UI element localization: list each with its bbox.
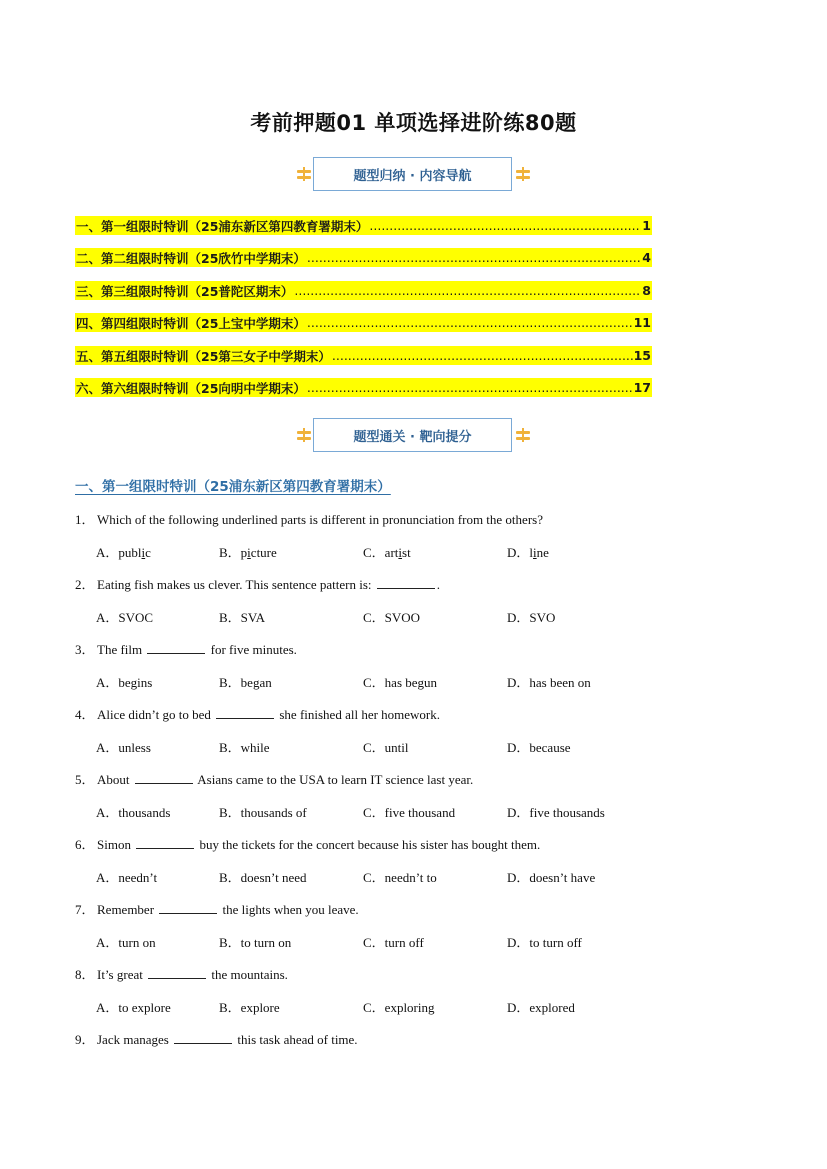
option-d[interactable]: D．to turn off: [507, 935, 582, 950]
toc-entry-page: 11: [633, 315, 651, 330]
answer-blank: [174, 1032, 232, 1044]
toc-leader-dots: [369, 218, 641, 233]
answer-blank: [147, 642, 205, 654]
question-number: 9．: [75, 1032, 95, 1047]
question-number: 1．: [75, 512, 95, 527]
option-d[interactable]: D．because: [507, 740, 571, 755]
question-text-tail: .: [436, 577, 440, 592]
toc-entry-page: 15: [633, 348, 651, 363]
banner-left-decoration-icon: [297, 428, 311, 442]
question-text: Which of the following underlined parts is different in pronunciation from the others?: [97, 512, 543, 527]
question-number: 5．: [75, 772, 95, 787]
question: [75, 964, 288, 983]
option-c[interactable]: C．turn off: [363, 935, 424, 950]
question-text-tail: buy the tickets for the concert because his sister has bought them.: [199, 837, 541, 852]
option-d[interactable]: D．has been on: [507, 675, 591, 690]
toc-entry-page: 1: [642, 218, 651, 233]
toc-entry-page: 8: [642, 283, 651, 298]
option-a[interactable]: A．needn’t: [96, 870, 158, 885]
option-a[interactable]: A．begins: [96, 675, 153, 690]
question: [75, 509, 543, 528]
option-a[interactable]: A．thousands: [96, 805, 171, 820]
option-b[interactable]: B．while: [219, 740, 270, 755]
question: [75, 769, 473, 788]
toc-entry[interactable]: [75, 378, 652, 397]
toc-entry[interactable]: [75, 216, 652, 235]
toc-entry-label: 一、第一组限时特训（25浦东新区第四教育署期末）: [76, 218, 369, 234]
option-d[interactable]: D．explored: [507, 1000, 575, 1015]
question-text: Simon: [97, 837, 131, 852]
question-number: 3．: [75, 642, 95, 657]
question: [75, 704, 440, 723]
option-b[interactable]: B．explore: [219, 1000, 280, 1015]
option-c[interactable]: C．SVOO: [363, 610, 421, 625]
question-text: Jack manages: [97, 1032, 169, 1047]
banner-right-decoration-icon: [516, 167, 530, 181]
toc-entry-page: 4: [642, 250, 651, 265]
toc-entry-label: 五、第五组限时特训（25第三女子中学期末）: [76, 348, 331, 364]
option-d[interactable]: D．SVO: [507, 610, 556, 625]
option-a[interactable]: A．to explore: [96, 1000, 171, 1015]
answer-blank: [159, 902, 217, 914]
banner-right-decoration-icon: [516, 428, 530, 442]
option-a[interactable]: A．public: [96, 545, 151, 560]
question-text-tail: Asians came to the USA to learn IT science last year.: [197, 772, 474, 787]
toc-entry-label: 二、第二组限时特训（25欣竹中学期末）: [76, 250, 306, 266]
question-number: 7．: [75, 902, 95, 917]
question: [75, 1029, 358, 1048]
question-number: 8．: [75, 967, 95, 982]
question-text: The film: [97, 642, 143, 657]
page-title: 考前押题01 单项选择进阶练80题: [250, 111, 577, 135]
question-text: About: [97, 772, 130, 787]
toc-leader-dots: [307, 315, 633, 330]
option-b[interactable]: B．to turn on: [219, 935, 292, 950]
answer-blank: [148, 967, 206, 979]
option-a[interactable]: A．turn on: [96, 935, 156, 950]
option-b[interactable]: B．picture: [219, 545, 277, 560]
question-text-tail: she finished all her homework.: [279, 707, 441, 722]
toc-entry-label: 四、第四组限时特训（25上宝中学期末）: [76, 315, 306, 331]
banner-left-decoration-icon: [297, 167, 311, 181]
question: [75, 899, 359, 918]
toc-entry[interactable]: [75, 313, 652, 332]
toc-entry-page: 17: [633, 380, 651, 395]
question-text-tail: for five minutes.: [210, 642, 297, 657]
option-c[interactable]: C．has begun: [363, 675, 438, 690]
option-d[interactable]: D．doesn’t have: [507, 870, 596, 885]
option-a[interactable]: A．SVOC: [96, 610, 154, 625]
toc-entry[interactable]: [75, 248, 652, 267]
option-c[interactable]: C．artist: [363, 545, 411, 560]
option-c[interactable]: C．until: [363, 740, 409, 755]
question-text: It’s great: [97, 967, 143, 982]
option-b[interactable]: B．SVA: [219, 610, 266, 625]
answer-blank: [216, 707, 274, 719]
question: [75, 574, 440, 593]
question-text: Alice didn’t go to bed: [97, 707, 211, 722]
question-text: Eating fish makes us clever. This sentence pattern is:: [97, 577, 372, 592]
question-number: 2．: [75, 577, 95, 592]
option-c[interactable]: C．five thousand: [363, 805, 456, 820]
question: [75, 834, 540, 853]
question-text: Remember: [97, 902, 155, 917]
answer-blank: [136, 837, 194, 849]
option-d[interactable]: D．five thousands: [507, 805, 605, 820]
toc-leader-dots: [332, 348, 633, 363]
toc-entry-label: 六、第六组限时特训（25向明中学期末）: [76, 380, 306, 396]
answer-blank: [377, 577, 435, 589]
toc-leader-dots: [307, 250, 641, 265]
toc-leader-dots: [307, 380, 633, 395]
drill-banner: 题型通关 · 靶向提分: [313, 418, 512, 452]
answer-blank: [135, 772, 193, 784]
question-number: 6．: [75, 837, 95, 852]
toc-entry-label: 三、第三组限时特训（25普陀区期末）: [76, 283, 294, 299]
toc-banner: 题型归纳 · 内容导航: [313, 157, 512, 191]
toc-entry[interactable]: [75, 281, 652, 300]
question-text-tail: the mountains.: [211, 967, 288, 982]
option-b[interactable]: B．doesn’t need: [219, 870, 307, 885]
question-number: 4．: [75, 707, 95, 722]
option-a[interactable]: A．unless: [96, 740, 151, 755]
option-b[interactable]: B．thousands of: [219, 805, 307, 820]
toc-entry[interactable]: [75, 346, 652, 365]
option-b[interactable]: B．began: [219, 675, 272, 690]
toc-leader-dots: [294, 283, 641, 298]
question: [75, 639, 297, 658]
question-text-tail: this task ahead of time.: [237, 1032, 358, 1047]
section-heading[interactable]: 一、第一组限时特训（25浦东新区第四教育署期末）: [75, 479, 391, 495]
option-d[interactable]: D．line: [507, 545, 549, 560]
question-text-tail: the lights when you leave.: [222, 902, 359, 917]
option-c[interactable]: C．needn’t to: [363, 870, 437, 885]
option-c[interactable]: C．exploring: [363, 1000, 435, 1015]
